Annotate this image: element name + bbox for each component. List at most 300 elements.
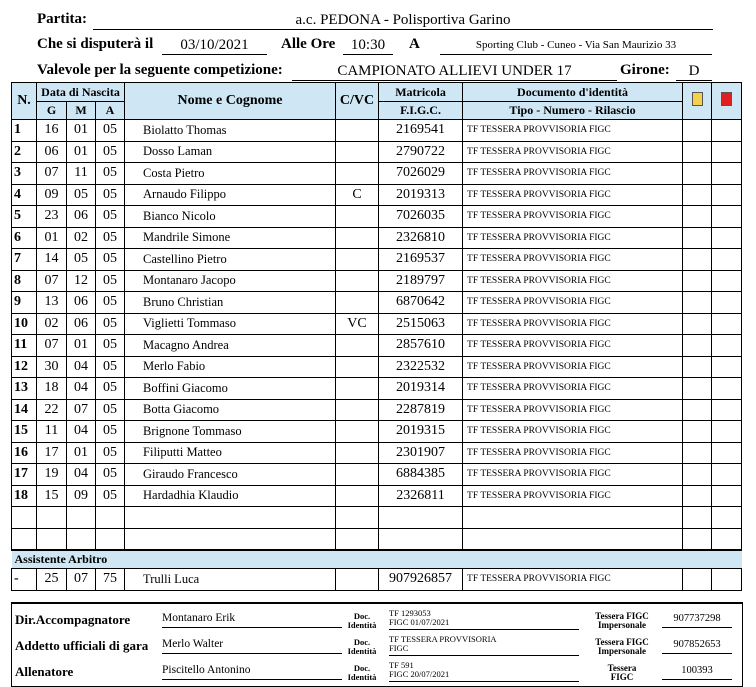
player-number: 11: [12, 335, 37, 357]
yellow-card-cell: [683, 335, 712, 357]
player-name: Castellino Pietro: [125, 249, 336, 271]
match-time: 10:30: [343, 36, 393, 55]
col-cvc-header: C/VC: [336, 83, 379, 120]
competition-name: CAMPIONATO ALLIEVI UNDER 17: [292, 62, 617, 81]
birth-day: 01: [37, 227, 67, 249]
captain-flag: [336, 378, 379, 400]
empty-cell: [96, 528, 125, 550]
matricola: 6870642: [379, 292, 463, 314]
captain-flag: [336, 163, 379, 185]
table-row: [12, 356, 742, 378]
match-header: [0, 0, 756, 82]
birth-month: 01: [67, 141, 96, 163]
staff-role: Addetto ufficiali di gara: [15, 638, 149, 653]
players-table: [11, 82, 742, 591]
red-card-cell: [712, 421, 742, 443]
staff-name: Merlo Walter: [162, 638, 342, 654]
player-name: Botta Giacomo: [125, 399, 336, 421]
birth-day: 19: [37, 464, 67, 486]
matricola: 2189797: [379, 270, 463, 292]
yellow-card-cell: [683, 141, 712, 163]
birth-year: 05: [96, 141, 125, 163]
tessera-number: 100393: [662, 665, 732, 680]
empty-cell: [683, 528, 712, 550]
col-birth-header: Data di Nascita: [37, 83, 125, 102]
birth-year: 05: [96, 249, 125, 271]
tessera-label: [586, 664, 658, 682]
player-name: Boffini Giacomo: [125, 378, 336, 400]
doc-label-2: Identità: [347, 672, 377, 682]
partita-label: Partita:: [37, 11, 87, 27]
player-number: 4: [12, 184, 37, 206]
empty-cell: [67, 528, 96, 550]
yellow-card-cell: [683, 378, 712, 400]
player-name: Giraudo Francesco: [125, 464, 336, 486]
player-number: 1: [12, 120, 37, 142]
staff-role: Dir.Accompagnatore: [15, 612, 131, 627]
table-row: [12, 421, 742, 443]
id-document: TF TESSERA PROVVISORIA FIGC: [463, 399, 683, 421]
empty-cell: [712, 528, 742, 550]
col-doc-header-2: Tipo - Numero - Rilascio: [463, 102, 683, 120]
tessera-label-2: Impersonale: [598, 646, 646, 656]
red-card-cell: [712, 569, 742, 591]
captain-flag: VC: [336, 313, 379, 335]
id-document: TF TESSERA PROVVISORIA FIGC: [463, 292, 683, 314]
matricola: 2169541: [379, 120, 463, 142]
id-document: TF TESSERA PROVVISORIA FIGC: [463, 442, 683, 464]
matricola: 7026035: [379, 206, 463, 228]
birth-month: 09: [67, 485, 96, 507]
red-card-cell: [712, 399, 742, 421]
doc-line-1: TF 591: [389, 661, 414, 670]
yellow-card-cell: [683, 421, 712, 443]
yellow-card-cell: [683, 227, 712, 249]
tessera-label-2: FIGC: [610, 672, 634, 682]
doc-line-2: FIGC 01/07/2021: [389, 617, 450, 627]
red-card-cell: [712, 206, 742, 228]
birth-day: 22: [37, 399, 67, 421]
id-document: TF TESSERA PROVVISORIA FIGC: [463, 569, 683, 591]
captain-flag: [336, 270, 379, 292]
yellow-card-cell: [683, 120, 712, 142]
birth-year: 05: [96, 335, 125, 357]
birth-day: 15: [37, 485, 67, 507]
birth-day: 17: [37, 442, 67, 464]
player-number: 3: [12, 163, 37, 185]
player-name: Mandrile Simone: [125, 227, 336, 249]
tessera-label: [586, 638, 658, 656]
birth-month: 01: [67, 120, 96, 142]
tessera-label: [586, 612, 658, 630]
birth-day: 02: [37, 313, 67, 335]
empty-cell: [37, 528, 67, 550]
yellow-card-cell: [683, 292, 712, 314]
captain-flag: [336, 292, 379, 314]
matricola: 7026029: [379, 163, 463, 185]
birth-month: 06: [67, 292, 96, 314]
table-row: [12, 163, 742, 185]
player-number: 2: [12, 141, 37, 163]
id-document: TF TESSERA PROVVISORIA FIGC: [463, 270, 683, 292]
time-label: Alle Ore: [281, 36, 336, 52]
empty-cell: [712, 507, 742, 529]
player-number: 12: [12, 356, 37, 378]
doc-label: [342, 638, 382, 656]
matricola: 2169537: [379, 249, 463, 271]
birth-month: 05: [67, 249, 96, 271]
matricola: 2019315: [379, 421, 463, 443]
col-a-header: A: [96, 102, 125, 120]
yellow-card-cell: [683, 464, 712, 486]
birth-day: 18: [37, 378, 67, 400]
table-row: [12, 249, 742, 271]
player-number: 6: [12, 227, 37, 249]
match-date: 03/10/2021: [162, 36, 267, 55]
captain-flag: [336, 141, 379, 163]
empty-cell: [463, 507, 683, 529]
tessera-label-1: Tessera FIGC: [595, 611, 649, 621]
matricola: 2019313: [379, 184, 463, 206]
empty-cell: [336, 528, 379, 550]
yellow-card-cell: [683, 313, 712, 335]
captain-flag: [336, 421, 379, 443]
matricola: 2515063: [379, 313, 463, 335]
red-card-cell: [712, 141, 742, 163]
birth-month: 04: [67, 421, 96, 443]
table-row: [12, 464, 742, 486]
player-number: 7: [12, 249, 37, 271]
red-card-cell: [712, 292, 742, 314]
doc-line-2: FIGC 20/07/2021: [389, 669, 450, 679]
id-document: TF TESSERA PROVVISORIA FIGC: [463, 485, 683, 507]
birth-year: 05: [96, 206, 125, 228]
col-m-header: M: [67, 102, 96, 120]
staff-row: [12, 634, 742, 660]
captain-flag: [336, 442, 379, 464]
birth-year: 05: [96, 421, 125, 443]
yellow-card-cell: [683, 163, 712, 185]
matricola: 2287819: [379, 399, 463, 421]
birth-year: 05: [96, 184, 125, 206]
birth-day: 07: [37, 270, 67, 292]
matricola: 907926857: [379, 569, 463, 591]
birth-month: 02: [67, 227, 96, 249]
player-name: Macagno Andrea: [125, 335, 336, 357]
doc-line-1: TF TESSERA PROVVISORIA: [389, 635, 497, 644]
player-name: Bianco Nicolo: [125, 206, 336, 228]
red-card-cell: [712, 378, 742, 400]
match-venue: Sporting Club - Cuneo - Via San Maurizio 33: [440, 36, 712, 55]
birth-year: 05: [96, 120, 125, 142]
staff-section: [11, 602, 743, 687]
tessera-label-2: Impersonale: [598, 620, 646, 630]
red-card-cell: [712, 120, 742, 142]
birth-month: 06: [67, 206, 96, 228]
staff-role: Allenatore: [15, 664, 74, 679]
birth-day: 11: [37, 421, 67, 443]
empty-cell: [37, 507, 67, 529]
matricola: 2790722: [379, 141, 463, 163]
staff-name: Montanaro Erik: [162, 612, 342, 628]
player-number: 5: [12, 206, 37, 228]
player-name: Merlo Fabio: [125, 356, 336, 378]
empty-cell: [125, 528, 336, 550]
birth-month: 06: [67, 313, 96, 335]
birth-month: 07: [67, 569, 96, 591]
table-row: [12, 442, 742, 464]
yellow-card-cell: [683, 249, 712, 271]
birth-month: 01: [67, 442, 96, 464]
matricola: 2322532: [379, 356, 463, 378]
tessera-label-1: Tessera: [607, 663, 637, 673]
captain-flag: [336, 464, 379, 486]
birth-day: 25: [37, 569, 67, 591]
player-name: Brignone Tommaso: [125, 421, 336, 443]
player-number: 15: [12, 421, 37, 443]
red-card-cell: [712, 485, 742, 507]
captain-flag: [336, 120, 379, 142]
doc-line-2: FIGC: [389, 643, 409, 653]
captain-flag: [336, 206, 379, 228]
id-document: TF TESSERA PROVVISORIA FIGC: [463, 249, 683, 271]
red-card-cell: [712, 442, 742, 464]
table-row: [12, 485, 742, 507]
birth-month: 01: [67, 335, 96, 357]
player-name: Bruno Christian: [125, 292, 336, 314]
yellow-card-icon: [692, 92, 703, 106]
birth-year: 05: [96, 485, 125, 507]
doc-label-2: Identità: [347, 620, 377, 630]
red-card-cell: [712, 313, 742, 335]
id-document: TF TESSERA PROVVISORIA FIGC: [463, 141, 683, 163]
empty-cell: [12, 528, 37, 550]
partita-value: a.c. PEDONA - Polisportiva Garino: [93, 11, 713, 30]
assistant-header-row: [12, 550, 742, 569]
birth-year: 05: [96, 292, 125, 314]
birth-day: 23: [37, 206, 67, 228]
tessera-number: 907737298: [662, 613, 732, 628]
player-number: 10: [12, 313, 37, 335]
table-row: [12, 292, 742, 314]
tessera-label-1: Tessera FIGC: [595, 637, 649, 647]
id-document: TF TESSERA PROVVISORIA FIGC: [463, 163, 683, 185]
id-document: TF TESSERA PROVVISORIA FIGC: [463, 120, 683, 142]
girone-value: D: [676, 62, 712, 81]
player-name: Montanaro Jacopo: [125, 270, 336, 292]
player-number: 8: [12, 270, 37, 292]
player-number: 17: [12, 464, 37, 486]
col-name-header: Nome e Cognome: [125, 83, 336, 120]
red-card-cell: [712, 270, 742, 292]
birth-year: 05: [96, 227, 125, 249]
player-name: Dosso Laman: [125, 141, 336, 163]
empty-cell: [683, 507, 712, 529]
staff-document: [389, 635, 579, 656]
doc-label: [342, 612, 382, 630]
col-matricola-header-1: Matricola: [379, 83, 463, 102]
empty-cell: [125, 507, 336, 529]
matricola: 2326811: [379, 485, 463, 507]
yellow-card-cell: [683, 270, 712, 292]
red-card-cell: [712, 184, 742, 206]
yellow-card-cell: [683, 356, 712, 378]
captain-flag: [336, 249, 379, 271]
yellow-card-header: [683, 83, 712, 120]
player-name: Biolatto Thomas: [125, 120, 336, 142]
table-row: [12, 141, 742, 163]
table-row: [12, 270, 742, 292]
red-card-header: [712, 83, 742, 120]
doc-label-1: Doc.: [353, 637, 371, 647]
birth-day: 07: [37, 335, 67, 357]
table-row: [12, 335, 742, 357]
player-name: Viglietti Tommaso: [125, 313, 336, 335]
player-name: Filiputti Matteo: [125, 442, 336, 464]
yellow-card-cell: [683, 485, 712, 507]
id-document: TF TESSERA PROVVISORIA FIGC: [463, 227, 683, 249]
birth-day: 16: [37, 120, 67, 142]
matricola: 6884385: [379, 464, 463, 486]
birth-month: 11: [67, 163, 96, 185]
birth-year: 05: [96, 163, 125, 185]
birth-year: 05: [96, 270, 125, 292]
doc-line-1: TF 1293053: [389, 609, 431, 618]
player-name: Hardadhia Klaudio: [125, 485, 336, 507]
captain-flag: [336, 485, 379, 507]
matricola: 2019314: [379, 378, 463, 400]
player-number: 14: [12, 399, 37, 421]
birth-day: 09: [37, 184, 67, 206]
player-number: 9: [12, 292, 37, 314]
doc-label: [342, 664, 382, 682]
table-row: [12, 120, 742, 142]
birth-year: 75: [96, 569, 125, 591]
staff-name: Piscitello Antonino: [162, 664, 342, 680]
girone-label: Girone:: [620, 62, 670, 78]
red-card-cell: [712, 356, 742, 378]
yellow-card-cell: [683, 569, 712, 591]
empty-cell: [67, 507, 96, 529]
birth-month: 04: [67, 464, 96, 486]
competition-label: Valevole per la seguente competizione:: [37, 62, 283, 78]
birth-year: 05: [96, 442, 125, 464]
date-label: Che si disputerà il: [37, 36, 154, 52]
player-name: Costa Pietro: [125, 163, 336, 185]
empty-cell: [463, 528, 683, 550]
birth-year: 05: [96, 356, 125, 378]
id-document: TF TESSERA PROVVISORIA FIGC: [463, 206, 683, 228]
staff-document: [389, 661, 579, 682]
red-card-cell: [712, 464, 742, 486]
tessera-number: 907852653: [662, 639, 732, 654]
empty-cell: [96, 507, 125, 529]
yellow-card-cell: [683, 442, 712, 464]
birth-day: 14: [37, 249, 67, 271]
empty-cell: [379, 528, 463, 550]
birth-year: 05: [96, 464, 125, 486]
birth-month: 04: [67, 378, 96, 400]
captain-flag: [336, 335, 379, 357]
yellow-card-cell: [683, 184, 712, 206]
staff-row: [12, 660, 742, 686]
table-row: [12, 184, 742, 206]
captain-flag: [336, 227, 379, 249]
assistant-number: -: [12, 569, 37, 591]
assistant-name: Trulli Luca: [125, 569, 336, 591]
birth-month: 05: [67, 184, 96, 206]
captain-flag: [336, 399, 379, 421]
doc-label-1: Doc.: [353, 611, 371, 621]
birth-day: 13: [37, 292, 67, 314]
birth-year: 05: [96, 378, 125, 400]
table-row: [12, 399, 742, 421]
matricola: 2857610: [379, 335, 463, 357]
birth-year: 05: [96, 399, 125, 421]
id-document: TF TESSERA PROVVISORIA FIGC: [463, 335, 683, 357]
venue-label: A: [409, 36, 420, 52]
red-card-cell: [712, 249, 742, 271]
birth-month: 12: [67, 270, 96, 292]
birth-day: 30: [37, 356, 67, 378]
player-number: 13: [12, 378, 37, 400]
birth-month: 07: [67, 399, 96, 421]
empty-row: [12, 507, 742, 529]
birth-year: 05: [96, 313, 125, 335]
staff-row: [12, 608, 742, 634]
id-document: TF TESSERA PROVVISORIA FIGC: [463, 313, 683, 335]
id-document: TF TESSERA PROVVISORIA FIGC: [463, 464, 683, 486]
player-name: Arnaudo Filippo: [125, 184, 336, 206]
yellow-card-cell: [683, 206, 712, 228]
empty-row: [12, 528, 742, 550]
doc-label-2: Identità: [347, 646, 377, 656]
id-document: TF TESSERA PROVVISORIA FIGC: [463, 421, 683, 443]
captain-flag: C: [336, 184, 379, 206]
col-n-header: N.: [12, 83, 37, 120]
assistant-row: [12, 569, 742, 591]
red-card-icon: [721, 92, 732, 106]
col-doc-header-1: Documento d'identità: [463, 83, 683, 102]
birth-day: 06: [37, 141, 67, 163]
id-document: TF TESSERA PROVVISORIA FIGC: [463, 184, 683, 206]
empty-cell: [336, 507, 379, 529]
doc-label-1: Doc.: [353, 663, 371, 673]
player-number: 16: [12, 442, 37, 464]
red-card-cell: [712, 335, 742, 357]
matricola: 2326810: [379, 227, 463, 249]
empty-cell: [12, 507, 37, 529]
red-card-cell: [712, 163, 742, 185]
birth-month: 04: [67, 356, 96, 378]
table-row: [12, 378, 742, 400]
assistant-label: Assistente Arbitro: [12, 550, 742, 569]
red-card-cell: [712, 227, 742, 249]
id-document: TF TESSERA PROVVISORIA FIGC: [463, 378, 683, 400]
player-number: 18: [12, 485, 37, 507]
empty-cell: [379, 507, 463, 529]
captain-flag: [336, 569, 379, 591]
table-row: [12, 206, 742, 228]
col-matricola-header-2: F.I.G.C.: [379, 102, 463, 120]
table-row: [12, 227, 742, 249]
yellow-card-cell: [683, 399, 712, 421]
matricola: 2301907: [379, 442, 463, 464]
captain-flag: [336, 356, 379, 378]
birth-day: 07: [37, 163, 67, 185]
staff-document: [389, 609, 579, 630]
id-document: TF TESSERA PROVVISORIA FIGC: [463, 356, 683, 378]
